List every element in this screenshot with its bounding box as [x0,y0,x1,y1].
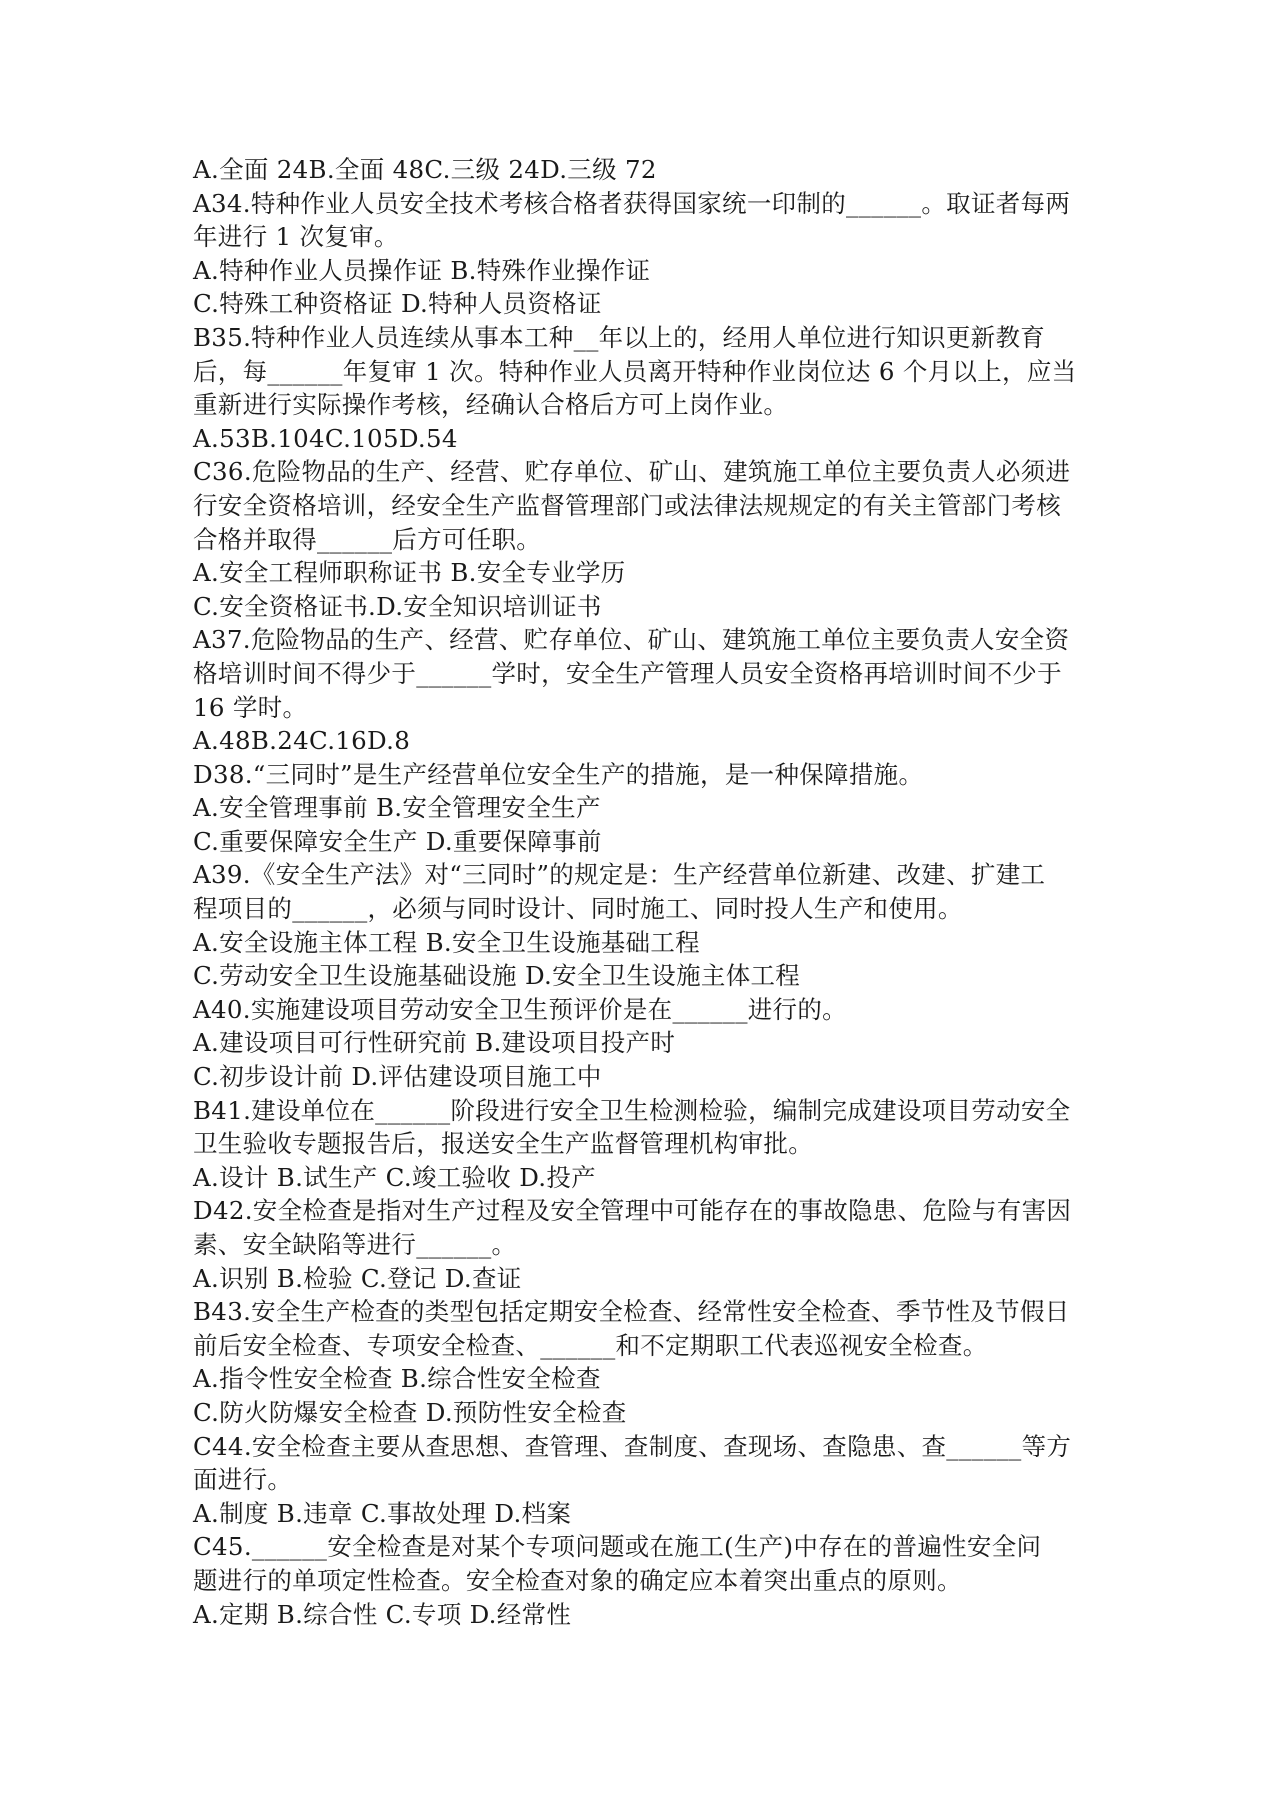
text-line: 面进行。 [193,1465,293,1495]
text-line: A.安全管理事前 B.安全管理安全生产 [193,793,601,823]
text-line: A.53B.104C.105D.54 [193,423,458,453]
text-line: 程项目的______，必须与同时设计、同时施工、同时投人生产和使用。 [193,894,963,924]
text-line: 行安全资格培训，经安全生产监督管理部门或法律法规规定的有关主管部门考核 [193,490,1061,520]
text-line: 素、安全缺陷等进行______。 [193,1230,517,1259]
text-line: C.防火防爆安全检查 D.预防性安全检查 [193,1397,627,1427]
text-line: D42.安全检查是指对生产过程及安全管理中可能存在的事故隐患、危险与有害因 [193,1196,1072,1226]
text-line: C.重要保障安全生产 D.重要保障事前 [193,826,602,856]
text-line: A.全面 24B.全面 48C.三级 24D.三级 72 [193,155,657,184]
text-line: C.劳动安全卫生设施基础设施 D.安全卫生设施主体工程 [193,961,801,991]
text-line: A.识别 B.检验 C.登记 D.查证 [193,1263,522,1293]
text-line: A.特种作业人员操作证 B.特殊作业操作证 [193,255,651,285]
text-line: C44.安全检查主要从查思想、查管理、查制度、查现场、查隐患、查______等方 [193,1431,1072,1461]
text-line: 卫生验收专题报告后，报送安全生产监督管理机构审批。 [193,1129,813,1159]
document-page [193,153,1093,1631]
text-line: 合格并取得______后方可任职。 [193,524,542,554]
text-line: 格培训时间不得少于______学时，安全生产管理人员安全资格再培训时间不少于 [193,658,1062,688]
text-line: C.初步设计前 D.评估建设项目施工中 [193,1062,602,1092]
text-line: C.特殊工种资格证 D.特种人员资格证 [193,289,602,319]
text-line: C45.______安全检查是对某个专项问题或在施工(生产)中存在的普遍性安全问 [193,1532,1042,1562]
text-line: A40.实施建设项目劳动安全卫生预评价是在______进行的。 [193,994,847,1024]
text-line: A.设计 B.试生产 C.竣工验收 D.投产 [193,1162,596,1192]
text-line: 年进行 1 次复审。 [193,222,399,252]
text-line: A37.危险物品的生产、经营、贮存单位、矿山、建筑施工单位主要负责人安全资 [193,625,1070,655]
text-line: D38.“三同时”是生产经营单位安全生产的措施，是一种保障措施。 [193,759,924,789]
text-line: A.安全设施主体工程 B.安全卫生设施基础工程 [193,927,700,957]
text-line: 后，每______年复审 1 次。特种作业人员离开特种作业岗位达 6 个月以上，应当 [193,356,1077,386]
text-line: A.48B.24C.16D.8 [193,726,411,756]
text-line: C36.危险物品的生产、经营、贮存单位、矿山、建筑施工单位主要负责人必须进 [193,457,1071,487]
text-line: B41.建设单位在______阶段进行安全卫生检测检验，编制完成建设项目劳动安全 [193,1095,1071,1125]
text-line: A34.特种作业人员安全技术考核合格者获得国家统一印制的______。取证者每两 [193,188,1071,218]
text-line: A39.《安全生产法》对“三同时”的规定是：生产经营单位新建、改建、扩建工 [193,860,1046,890]
text-line: B43.安全生产检查的类型包括定期安全检查、经常性安全检查、季节性及节假日 [193,1297,1070,1327]
text-line: 重新进行实际操作考核，经确认合格后方可上岗作业。 [193,390,789,420]
text-line: A.建设项目可行性研究前 B.建设项目投产时 [193,1028,676,1058]
text-line: A.制度 B.违章 C.事故处理 D.档案 [193,1498,572,1528]
text-line: 前后安全检查、专项安全检查、______和不定期职工代表巡视安全检查。 [193,1330,988,1360]
text-line: A.指令性安全检查 B.综合性安全检查 [193,1364,601,1394]
text-line: A.定期 B.综合性 C.专项 D.经常性 [193,1599,572,1629]
text-line: 16 学时。 [193,692,308,722]
text-line: 题进行的单项定性检查。安全检查对象的确定应本着突出重点的原则。 [193,1565,962,1595]
text-line: B35.特种作业人员连续从事本工种__年以上的，经用人单位进行知识更新教育 [193,322,1046,352]
text-line: A.安全工程师职称证书 B.安全专业学历 [193,558,626,588]
text-line: C.安全资格证书.D.安全知识培训证书 [193,591,602,621]
